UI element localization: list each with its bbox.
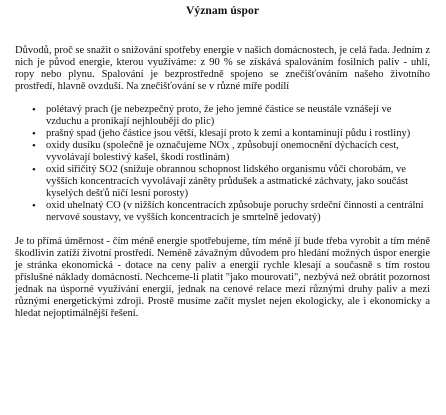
- document-title: Význam úspor: [185, 5, 260, 17]
- intro-paragraph: Důvodů, proč se snažit o snižování spotřeby energie v našich domácnostech, je celá řada. Jedním z nich je původ energie, kterou využíváme: z 90 % se získává spalováním fosilních paliv - uhlí, ropy nebo plynu. Spalování je bezprostředně spojeno se znečišťováním našeho životního prostředí, hlavně ovzduší. Na znečišťování se v různé míře podílí: [15, 45, 431, 92]
- list-item-dust: • polétavý prach (je nebezpečný proto, že jeho jemné částice se neustále vznášejí ve vzduchu a pronikají nejhlouběji do plic): [46, 104, 430, 128]
- list-item-sulfur-dioxide: • oxid siřičitý SO2 (snižuje obrannou schopnost lidského organismu vůči chorobám, ve vyšších koncentracích vyvolávají záněty průdušek a astmatické záchvaty, jako součást kyselých dešťů ničí lesní porosty): [46, 164, 430, 200]
- closing-paragraph: Je to přímá úměrnost - čím méně energie spotřebujeme, tím méně jí bude třeba vyrobit a tím méně škodlivin zatíží životní prostředí. Neméně závažným důvodem pro hledání možných úspor energie je stránka ekonomická - dotace na ceny paliv a energií rychle klesají a současně s tím rostou příslušné náklady domácností. Nechceme-li platit "jako mourovati", nezbývá než obrátit pozornost jednak na úsporné využívání energií, jednak na cenové relace mezi různými druhy paliv a mezi různými energetickými zdroji. Prostě musíme začít myslet nejen ekologicky, ale i ekonomicky a hledat nejoptimálnější řešení.: [15, 236, 430, 319]
- list-item-nitrogen-oxides: • oxidy dusíku (společně je označujeme NOx , způsobují onemocnění dýchacích cest, vyvolávají bolestivý kašel, škodí rostlinám): [46, 140, 430, 164]
- list-item-carbon-monoxide: • oxid uhelnatý CO (v nižších koncentracích způsobuje poruchy srdeční činnosti a centrální nervové soustavy, ve vyšších koncentracích je smrtelně jedovatý): [46, 200, 430, 224]
- pollutant-list: [15, 104, 430, 224]
- list-item-fallout: • prašný spad (jeho částice jsou větší, klesají proto k zemi a kontaminují půdu i rostliny): [46, 128, 430, 140]
